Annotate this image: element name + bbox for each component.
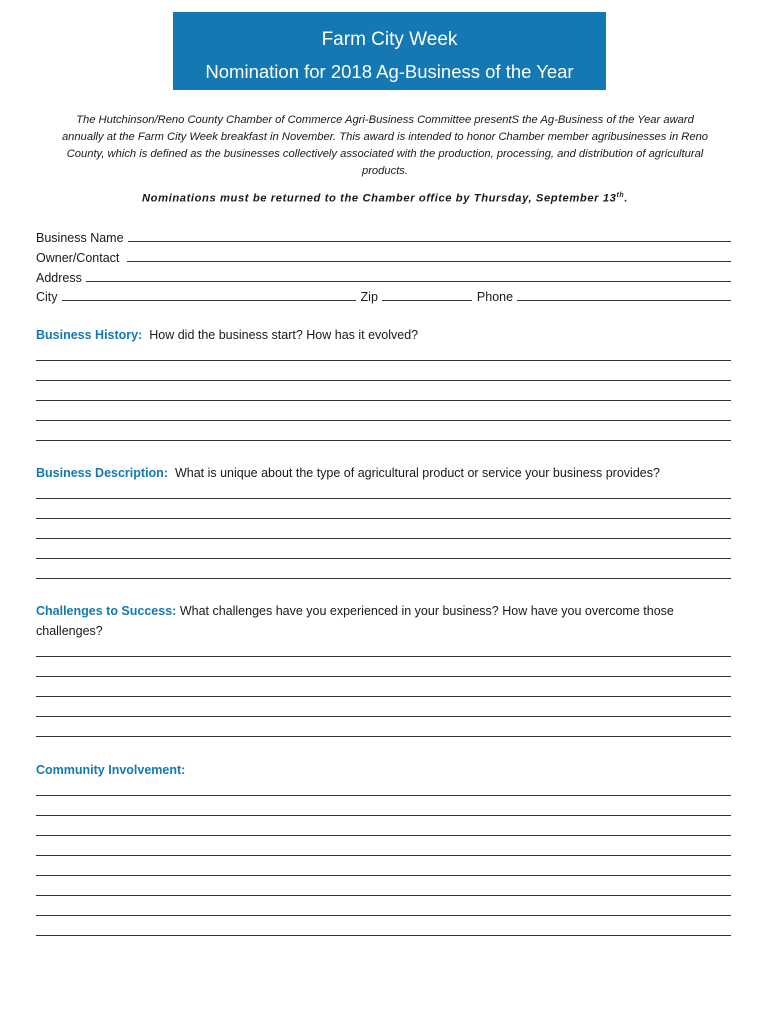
community-heading: Community Involvement: — [36, 763, 186, 777]
business-name-label: Business Name — [36, 231, 124, 245]
deadline-notice — [0, 192, 770, 205]
community-answer-line[interactable] — [36, 895, 731, 896]
challenges-answer-line[interactable] — [36, 716, 731, 717]
deadline-superscript: th — [616, 192, 625, 199]
history-answer-line[interactable] — [36, 440, 731, 441]
description-answer-line[interactable] — [36, 578, 731, 579]
community-answer-line[interactable] — [36, 915, 731, 916]
community-answer-line[interactable] — [36, 835, 731, 836]
city-field[interactable] — [62, 288, 356, 301]
history-question: How did the business start? How has it evolved? — [149, 328, 419, 342]
description-section-title — [36, 463, 736, 483]
header-banner — [173, 12, 606, 90]
history-section-title — [36, 325, 736, 345]
description-heading: Business Description: — [36, 466, 168, 480]
owner-contact-row — [36, 247, 731, 265]
history-heading: Business History: — [36, 328, 143, 342]
community-answer-line[interactable] — [36, 855, 731, 856]
challenges-answer-line[interactable] — [36, 736, 731, 737]
description-question: What is unique about the type of agricultural product or service your business provides? — [174, 466, 660, 480]
zip-label: Zip — [360, 290, 378, 304]
business-name-field[interactable] — [128, 229, 731, 242]
zip-field[interactable] — [382, 288, 472, 301]
city-label: City — [36, 290, 58, 304]
challenges-section-title — [36, 601, 716, 641]
business-name-row — [36, 227, 731, 245]
description-answer-line[interactable] — [36, 558, 731, 559]
address-label: Address — [36, 271, 82, 285]
header-subtitle: Nomination for 2018 Ag-Business of the Year — [205, 61, 574, 82]
owner-contact-label: Owner/Contact — [36, 251, 120, 265]
description-answer-line[interactable] — [36, 498, 731, 499]
challenges-answer-line[interactable] — [36, 676, 731, 677]
community-answer-line[interactable] — [36, 795, 731, 796]
phone-label: Phone — [476, 290, 514, 304]
challenges-question: What challenges have you experienced in your business? How have you overcome those challenges? — [36, 604, 674, 638]
deadline-suffix: . — [624, 192, 629, 205]
owner-contact-field[interactable] — [127, 249, 731, 262]
history-answer-line[interactable] — [36, 400, 731, 401]
community-answer-line[interactable] — [36, 815, 731, 816]
description-answer-line[interactable] — [36, 518, 731, 519]
deadline-text: Nominations must be returned to the Chamber office by Thursday, September 13 — [141, 192, 617, 205]
history-answer-line[interactable] — [36, 380, 731, 381]
description-answer-line[interactable] — [36, 538, 731, 539]
address-field[interactable] — [86, 269, 731, 282]
challenges-answer-line[interactable] — [36, 696, 731, 697]
history-answer-line[interactable] — [36, 360, 731, 361]
history-answer-line[interactable] — [36, 420, 731, 421]
community-section-title — [36, 760, 736, 780]
community-answer-line[interactable] — [36, 935, 731, 936]
intro-paragraph: The Hutchinson/Reno County Chamber of Commerce Agri-Business Committee presentS the Ag-Business of the Year award annually at the Farm City Week breakfast in November. This award is intended to honor Chamber member agribusinesses in Reno County, which is defined as the businesses collectively associated with the production, processing, and distribution of agricultural products. — [61, 114, 709, 177]
header-title: Farm City Week — [321, 29, 458, 50]
challenges-answer-line[interactable] — [36, 656, 731, 657]
challenges-heading: Challenges to Success: — [36, 604, 177, 618]
city-zip-phone-row — [36, 286, 731, 304]
community-answer-line[interactable] — [36, 875, 731, 876]
phone-field[interactable] — [517, 288, 731, 301]
address-row — [36, 267, 731, 285]
